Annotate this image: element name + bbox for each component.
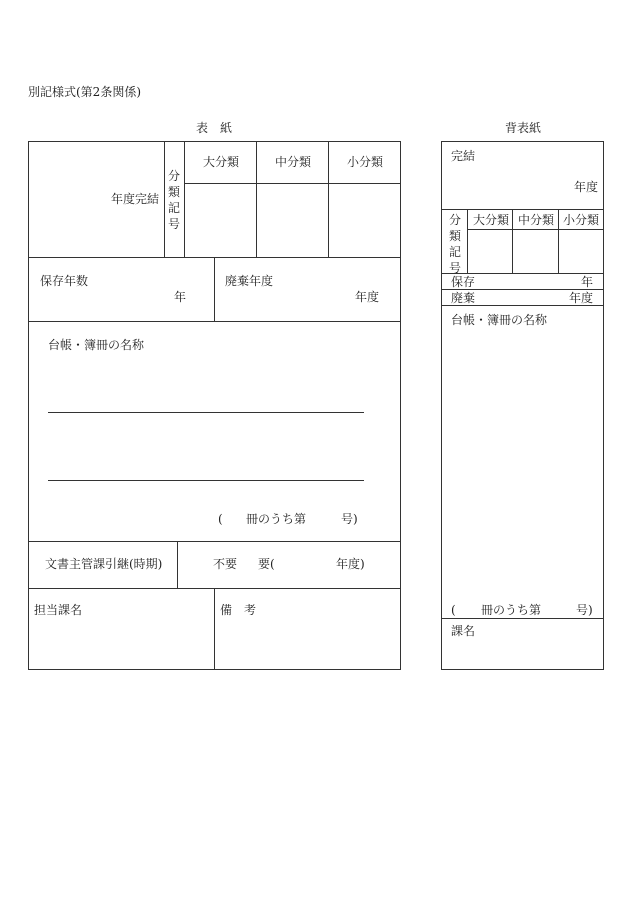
- cover-disposal-fiscal-year-unit: 年度: [355, 290, 380, 304]
- spine-department-label: 課名: [451, 624, 476, 638]
- spine-large-category-label: 大分類: [473, 213, 510, 227]
- cover-medium-category-label: 中分類: [275, 155, 312, 169]
- cover-retention-year-unit: 年: [174, 290, 187, 304]
- cover-remarks-label: 備 考: [220, 603, 257, 617]
- cover-classification-symbol-label: 分類記号: [167, 169, 180, 231]
- cover-title: 表 紙: [196, 121, 233, 135]
- cover-department-label: 担当課名: [34, 603, 83, 617]
- spine-retention-label: 保存: [451, 275, 476, 289]
- cover-large-category-label: 大分類: [203, 155, 240, 169]
- spine-completed-label: 完結: [451, 149, 476, 163]
- cover-retention-years-label: 保存年数: [40, 274, 89, 288]
- cover-ledger-name-label: 台帳・簿冊の名称: [48, 338, 145, 352]
- spine-medium-category-label: 中分類: [518, 213, 555, 227]
- cover-year-completed-label: 年度完結: [111, 192, 160, 206]
- spine-ledger-name-label: 台帳・簿冊の名称: [451, 313, 548, 327]
- spine-disposal-year-unit: 年度: [569, 291, 594, 305]
- spine-retention-year-unit: 年: [581, 275, 594, 289]
- spine-small-category-label: 小分類: [563, 213, 600, 227]
- spine-title: 背表紙: [505, 121, 542, 135]
- spine-volume-open: (: [451, 603, 456, 617]
- spine-disposal-label: 廃棄: [451, 291, 476, 305]
- cover-volume-close: 号): [341, 512, 358, 526]
- cover-not-required-option: 不要: [213, 557, 238, 571]
- spine-volume-close: 号): [576, 603, 593, 617]
- cover-small-category-label: 小分類: [347, 155, 384, 169]
- cover-required-year-close: 年度): [336, 557, 365, 571]
- spine-completed-fiscal-year-unit: 年度: [574, 180, 599, 194]
- cover-volume-open: (: [218, 512, 223, 526]
- spine-classification-symbol-label: 分類記号: [448, 213, 461, 275]
- cover-volume-of: 冊のうち第: [246, 512, 307, 526]
- cover-disposal-year-label: 廃棄年度: [225, 274, 274, 288]
- cover-transfer-label: 文書主管課引継(時期): [45, 557, 163, 571]
- cover-required-option: 要(: [258, 557, 275, 571]
- form-label: 別記様式(第2条関係): [28, 85, 141, 99]
- spine-volume-of: 冊のうち第: [481, 603, 542, 617]
